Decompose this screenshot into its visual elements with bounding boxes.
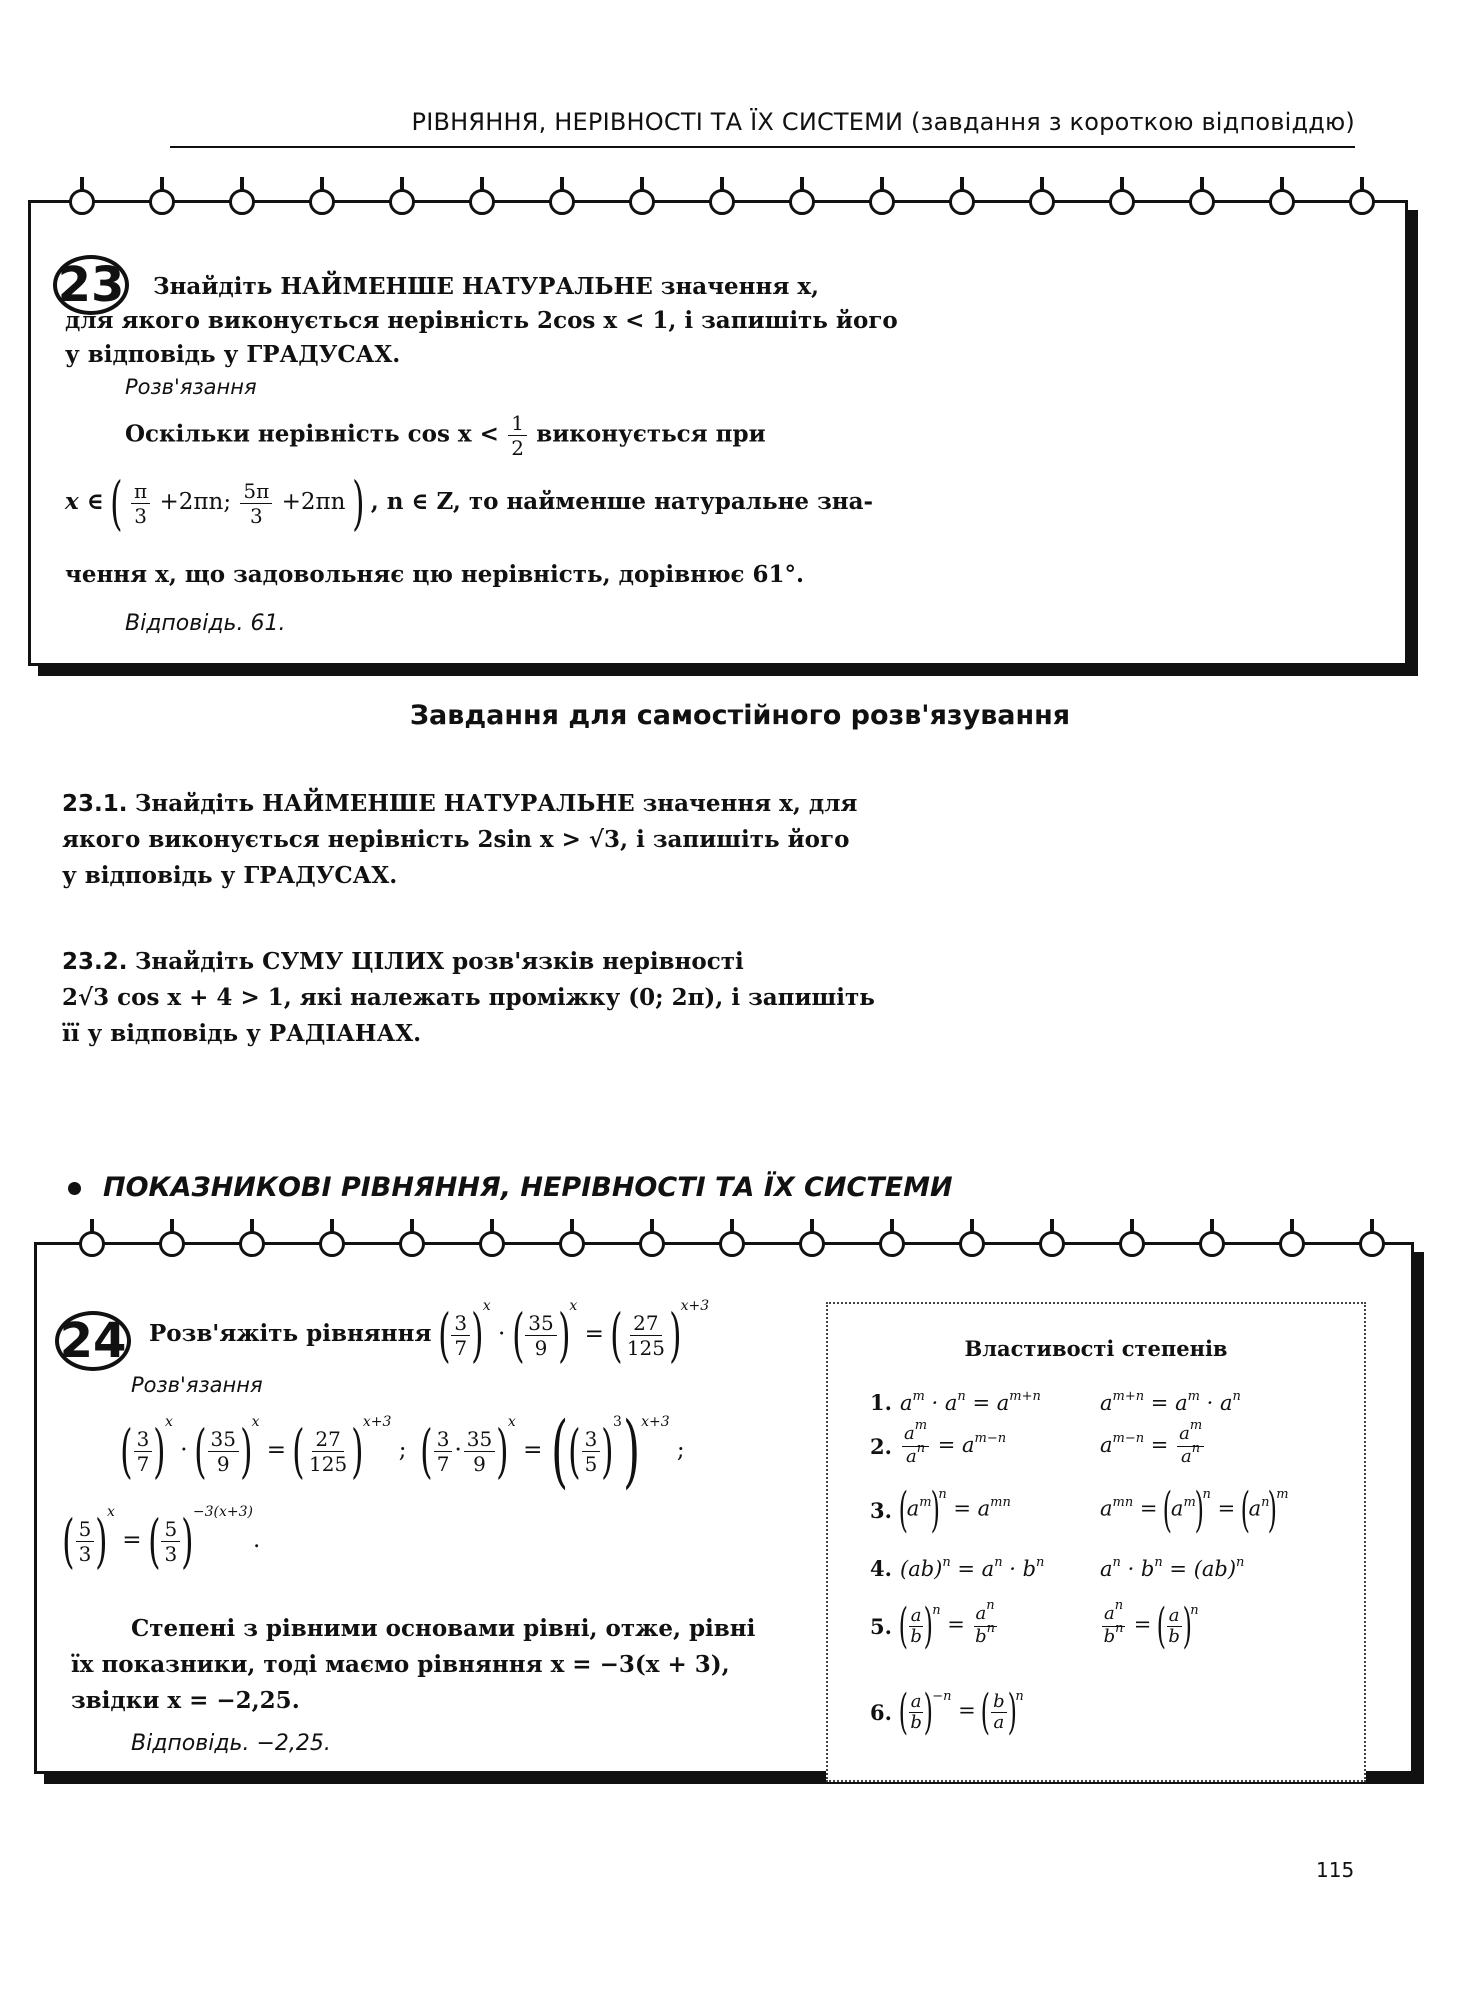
- solution-text-2: їх показники, тоді маємо рівняння x = −3(x + 3),: [71, 1651, 730, 1678]
- property-row: 1. $a^m \cdot a^n = a^{m+n}$ $a^{m+n} = a^m \cdot a^n$: [870, 1388, 1241, 1415]
- task-23-line-3: у відповідь у ГРАДУСАХ.: [65, 341, 401, 368]
- property-row: 4. $(ab)^n = a^n \cdot b^n$ $a^n \cdot b^n = (ab)^n$: [870, 1554, 1245, 1581]
- task-number-badge: 24: [55, 1311, 131, 1371]
- property-row: 2. $\frac{a^m}{a^n}$ = $a^{m-n}$ $a^{m-n}$ = $\frac{a^m}{a^n}$: [870, 1418, 1203, 1467]
- task-23-line-1: Знайдіть НАЙМЕНШЕ НАТУРАЛЬНЕ значення x,: [153, 273, 820, 300]
- task-23-2: 23.2. Знайдіть СУМУ ЦІЛИХ розв'язків нерівності 2√3 cos x + 4 > 1, які належать проміжку (0; 2π), і запишіть її у відповідь у РАДІАНАХ.: [62, 948, 875, 1047]
- solution-label: Розв'язання: [125, 375, 257, 399]
- binder-rings: [37, 1219, 1411, 1259]
- exponent-properties-box: [826, 1302, 1366, 1782]
- property-row: 5. ( $\frac{a}{b}$ )$^n$ = $\frac{a^n}{b^n}$ $\frac{a^n}{b^n}$ = ( $\frac{a}{b}$ )$^n$: [870, 1597, 1199, 1654]
- properties-title: Властивості степенів: [964, 1336, 1228, 1361]
- binder-rings: [31, 177, 1405, 217]
- panel-task-23: [28, 200, 1408, 666]
- section-title: Завдання для самостійного розв'язування: [409, 700, 1071, 731]
- task-number-badge: 23: [53, 255, 129, 315]
- solution-equation-2: ( $\frac{5}{3}$ )$^x$ = ( $\frac{5}{3}$ )$^{-3(x+3)}$.: [62, 1504, 261, 1575]
- task-24-prompt: Розв'яжіть рівняння ( $\frac{3}{7}$ )$^x$ · ( $\frac{35}{9}$ )$^x$ = ( $\frac{27}{125}$ )$^{x+3}$: [149, 1298, 710, 1369]
- fraction: $\frac{1}{2}$: [508, 411, 527, 460]
- solution-line-3: чення x, що задовольняє цю нерівність, дорівнює 61°.: [65, 561, 805, 588]
- topic-heading: ПОКАЗНИКОВІ РІВНЯННЯ, НЕРІВНОСТІ ТА ЇХ СИСТЕМИ: [68, 1172, 953, 1203]
- solution-line-2: x ∈ ( $\frac{\pi}{3}$ +2πn; $\frac{5\pi}{3}$ +2πn ) , n ∈ Z, то найменше натуральне зна-: [65, 469, 874, 537]
- task-23-1: 23.1. Знайдіть НАЙМЕНШЕ НАТУРАЛЬНЕ значення x, для якого виконується нерівність 2sin x > √3, і запишіть його у відповідь у ГРАДУСАХ.: [62, 790, 858, 889]
- solution-text-1: Степені з рівними основами рівні, отже, рівні: [131, 1615, 756, 1642]
- answer-23: Відповідь. 61.: [125, 611, 286, 636]
- task-23-line-2: для якого виконується нерівність 2cos x < 1, і запишіть його: [65, 307, 898, 334]
- solution-equation-1: ( $\frac{3}{7}$ )$^x$ · ( $\frac{35}{9}$ )$^x$ = ( $\frac{27}{125}$ )$^{x+3}$ ; ( $\frac{3}{7}$ · $\frac{35}{9}$ )$^x$ = (( $\frac{3}{5}$ )$^3$)$^{x+3}$ ;: [120, 1404, 685, 1497]
- solution-text-3: звідки x = −2,25.: [71, 1687, 300, 1714]
- solution-label: Розв'язання: [131, 1373, 263, 1397]
- property-row: 6. ( $\frac{a}{b}$ )$^{-n}$ = ( $\frac{b}{a}$ )$^n$: [870, 1684, 1024, 1740]
- solution-line-1: Оскільки нерівність cos x < $\frac{1}{2}$ виконується при: [125, 411, 766, 460]
- header-rule: [170, 146, 1355, 148]
- running-header: РІВНЯННЯ, НЕРІВНОСТІ ТА ЇХ СИСТЕМИ (завдання з короткою відповіддю): [411, 108, 1355, 136]
- answer-24: Відповідь. −2,25.: [131, 1731, 331, 1756]
- property-row: 3. $(a^m)^n = a^{mn}$ $a^{mn} = (a^m)^n = (a^n)^m$: [870, 1482, 1289, 1538]
- page-number: 115: [1316, 1858, 1355, 1882]
